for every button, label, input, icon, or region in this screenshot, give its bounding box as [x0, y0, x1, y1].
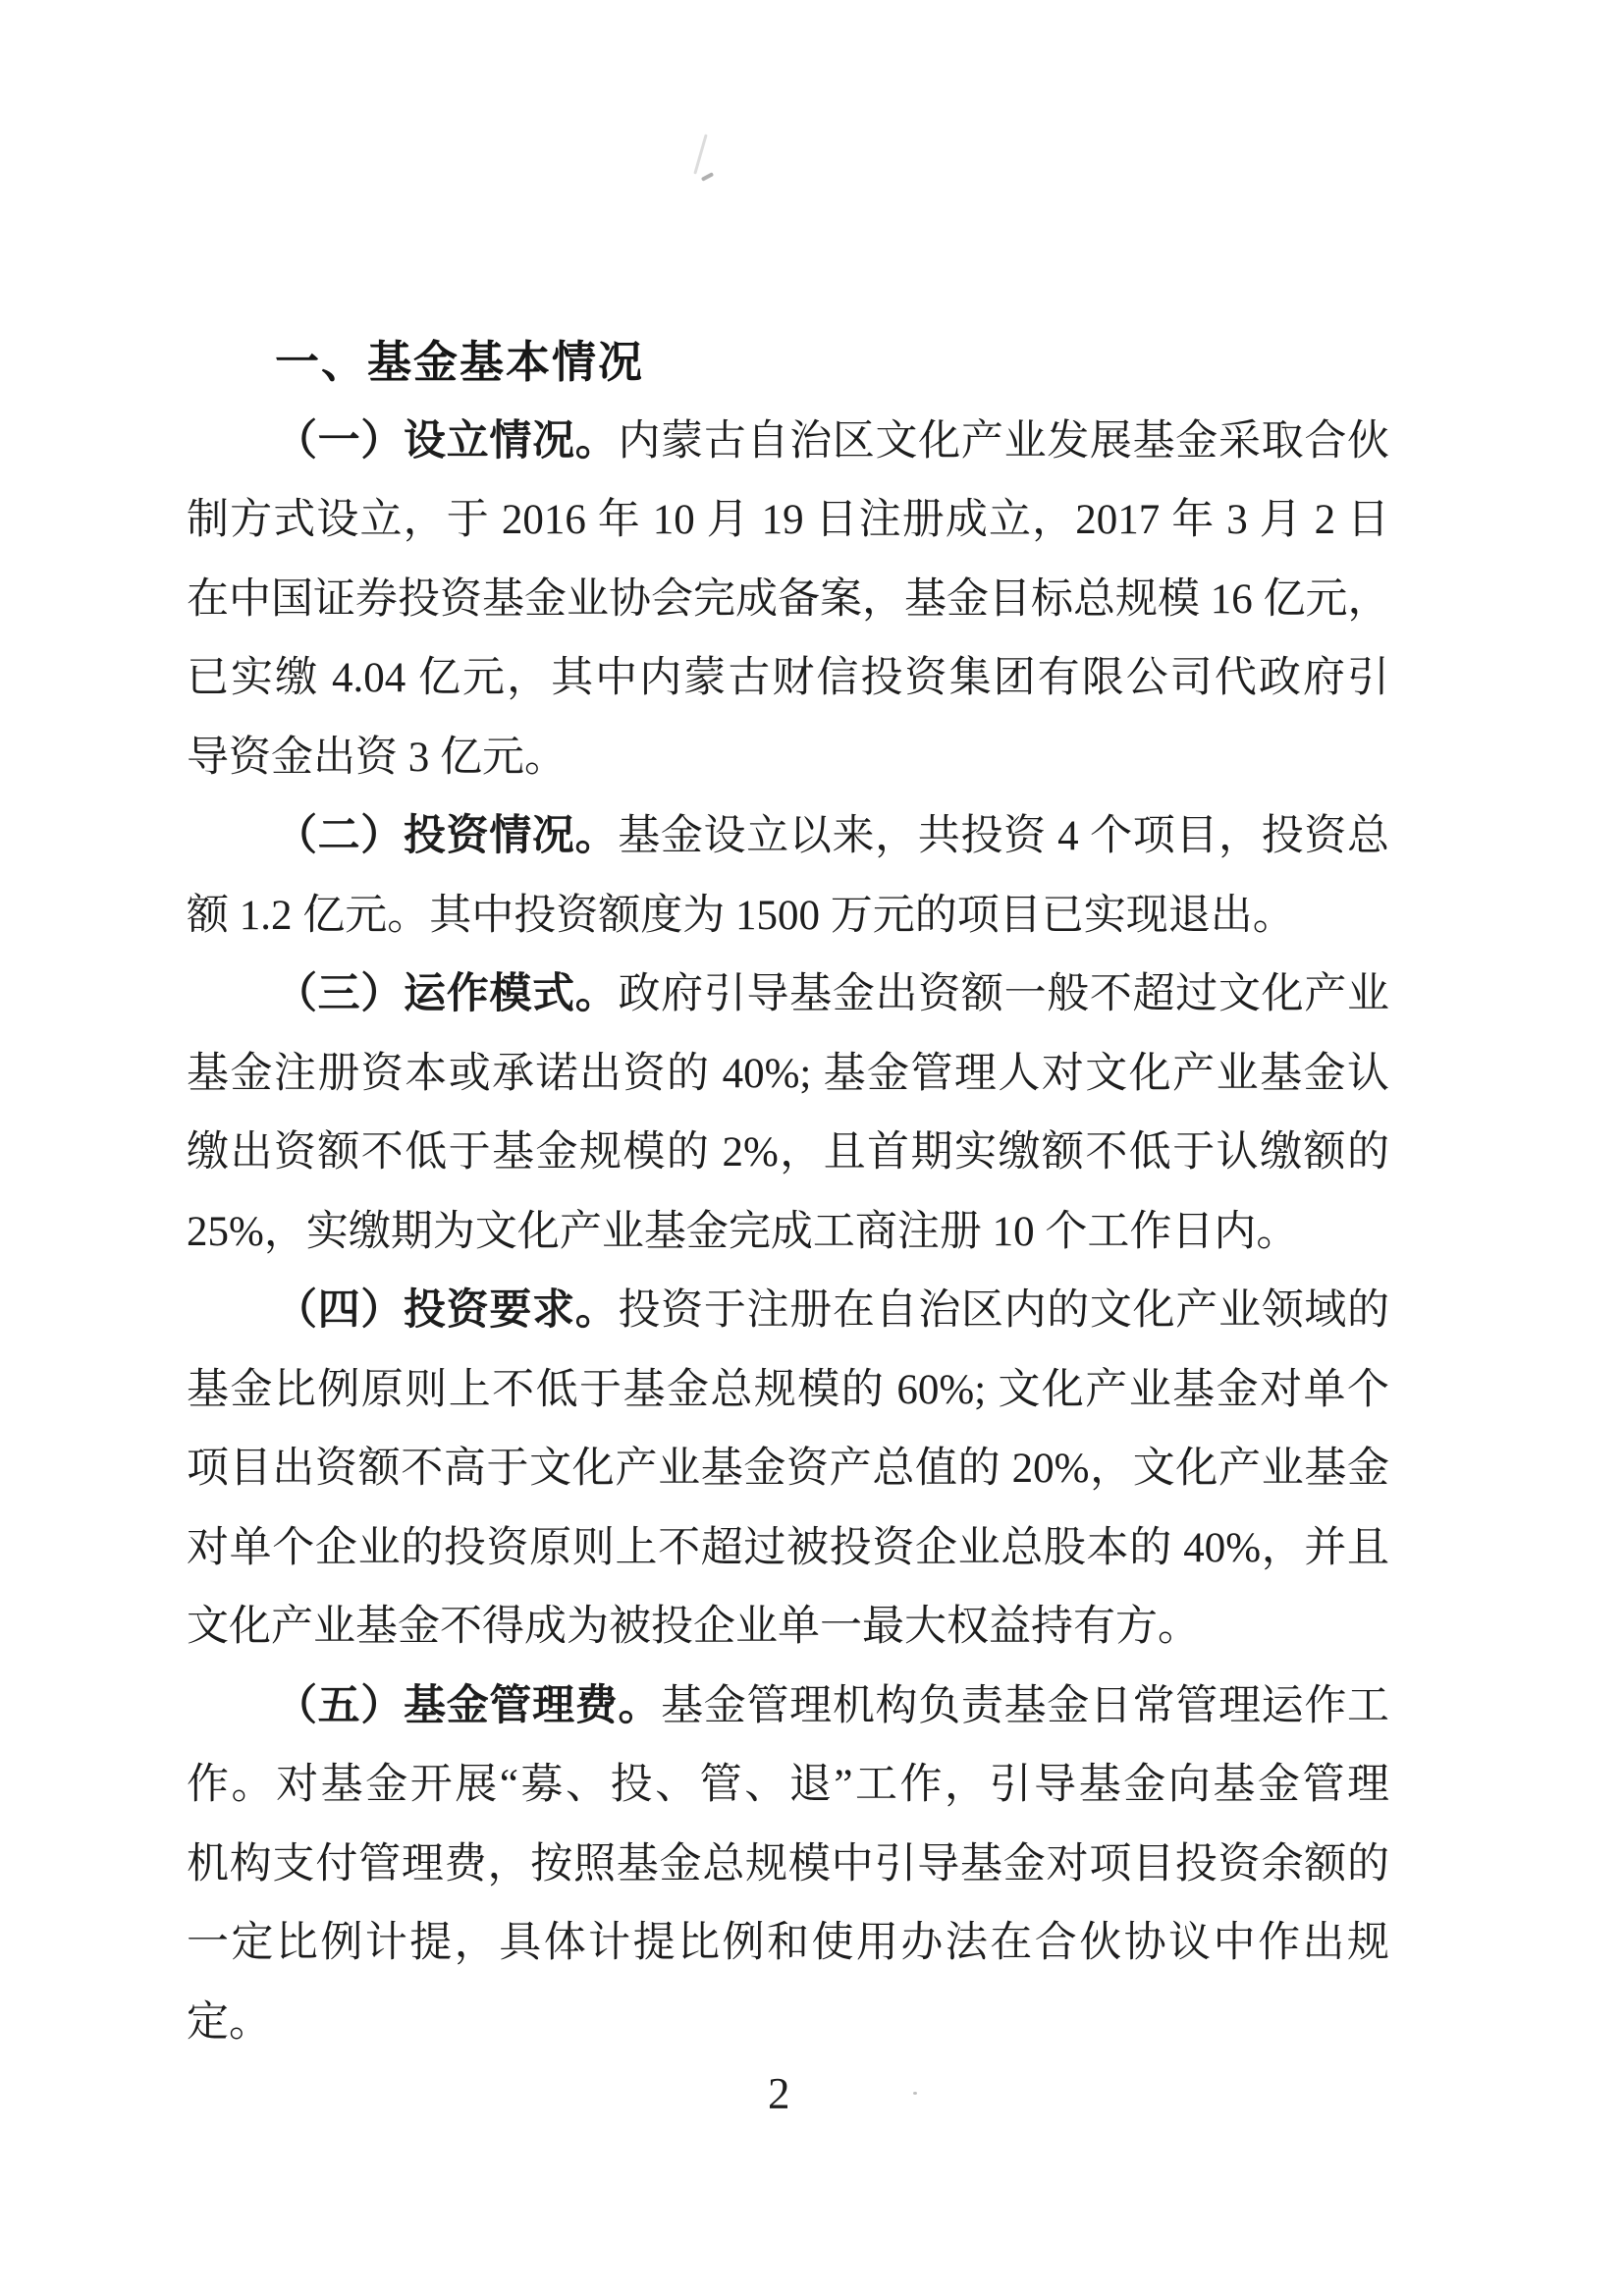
- para-1-line-2: 制方式设立，于 2016 年 10 月 19 日注册成立，2017 年 3 月 2 日: [187, 497, 1389, 543]
- document-body: [187, 323, 1389, 2062]
- para-3-line-4: 25%，实缴期为文化产业基金完成工商注册 10 个工作日内。: [187, 1208, 1299, 1255]
- para-3-line-1: [187, 956, 1389, 1035]
- para-5-line-1: [187, 1667, 1389, 1747]
- para-4-line-1-text: 投资于注册在自治区内的文化产业领域的: [618, 1287, 1390, 1334]
- para-1-line-3: 在中国证券投资基金业协会完成备案，基金目标总规模 16 亿元，: [187, 575, 1390, 623]
- para-3-label: （三）运作模式。: [275, 971, 619, 1017]
- scan-dot-icon: [913, 2092, 917, 2095]
- para-4-line-1: [187, 1272, 1389, 1351]
- section-heading: 一、基金基本情况: [275, 337, 645, 387]
- scan-smudge-icon: [693, 134, 707, 174]
- para-4-line-2: 基金比例原则上不低于基金总规模的 60%; 文化产业基金对单个: [187, 1366, 1389, 1413]
- para-2-line-2: 额 1.2 亿元。其中投资额度为 1500 万元的项目已实现退出。: [187, 892, 1295, 939]
- para-5-line-2: 作。对基金开展“募、投、管、退”工作，引导基金向基金管理: [187, 1762, 1389, 1808]
- para-1-line-1-text: 内蒙古自治区文化产业发展基金采取合伙: [618, 417, 1390, 465]
- para-2-label: （二）投资情况。: [275, 813, 619, 859]
- para-3-line-2: 基金注册资本或承诺出资的 40%; 基金管理人对文化产业基金认: [187, 1050, 1389, 1097]
- para-4-line-5: 文化产业基金不得成为被投企业单一最大权益持有方。: [187, 1604, 1200, 1650]
- para-5-line-1-text: 基金管理机构负责基金日常管理运作工: [661, 1682, 1390, 1729]
- para-1-line-1: [187, 403, 1389, 482]
- para-5-label: （五）基金管理费。: [275, 1682, 662, 1729]
- para-4-line-3: 项目出资额不高于文化产业基金资产总值的 20%，文化产业基金: [187, 1446, 1389, 1492]
- para-5-line-4: 一定比例计提，具体计提比例和使用办法在合伙协议中作出规: [187, 1920, 1389, 1966]
- para-1-label: （一）设立情况。: [275, 417, 619, 465]
- para-2-line-1-text: 基金设立以来，共投资 4 个项目，投资总: [618, 813, 1390, 859]
- para-3-line-1-text: 政府引导基金出资额一般不超过文化产业: [618, 971, 1390, 1017]
- para-3-line-3: 缴出资额不低于基金规模的 2%，且首期实缴额不低于认缴额的: [187, 1129, 1389, 1175]
- para-4-label: （四）投资要求。: [275, 1287, 619, 1334]
- para-5-line-3: 机构支付管理费，按照基金总规模中引导基金对项目投资余额的: [187, 1840, 1389, 1887]
- para-5-line-5: 定。: [187, 1998, 271, 2046]
- para-2-line-1: [187, 797, 1389, 877]
- scan-smudge-icon: [701, 172, 714, 182]
- para-4-line-4: 对单个企业的投资原则上不超过被投资企业总股本的 40%，并且: [187, 1524, 1389, 1571]
- para-1-line-5: 导资金出资 3 亿元。: [187, 734, 567, 781]
- para-1-line-4: 已实缴 4.04 亿元，其中内蒙古财信投资集团有限公司代政府引: [187, 655, 1389, 701]
- page-number: 2: [768, 2069, 790, 2118]
